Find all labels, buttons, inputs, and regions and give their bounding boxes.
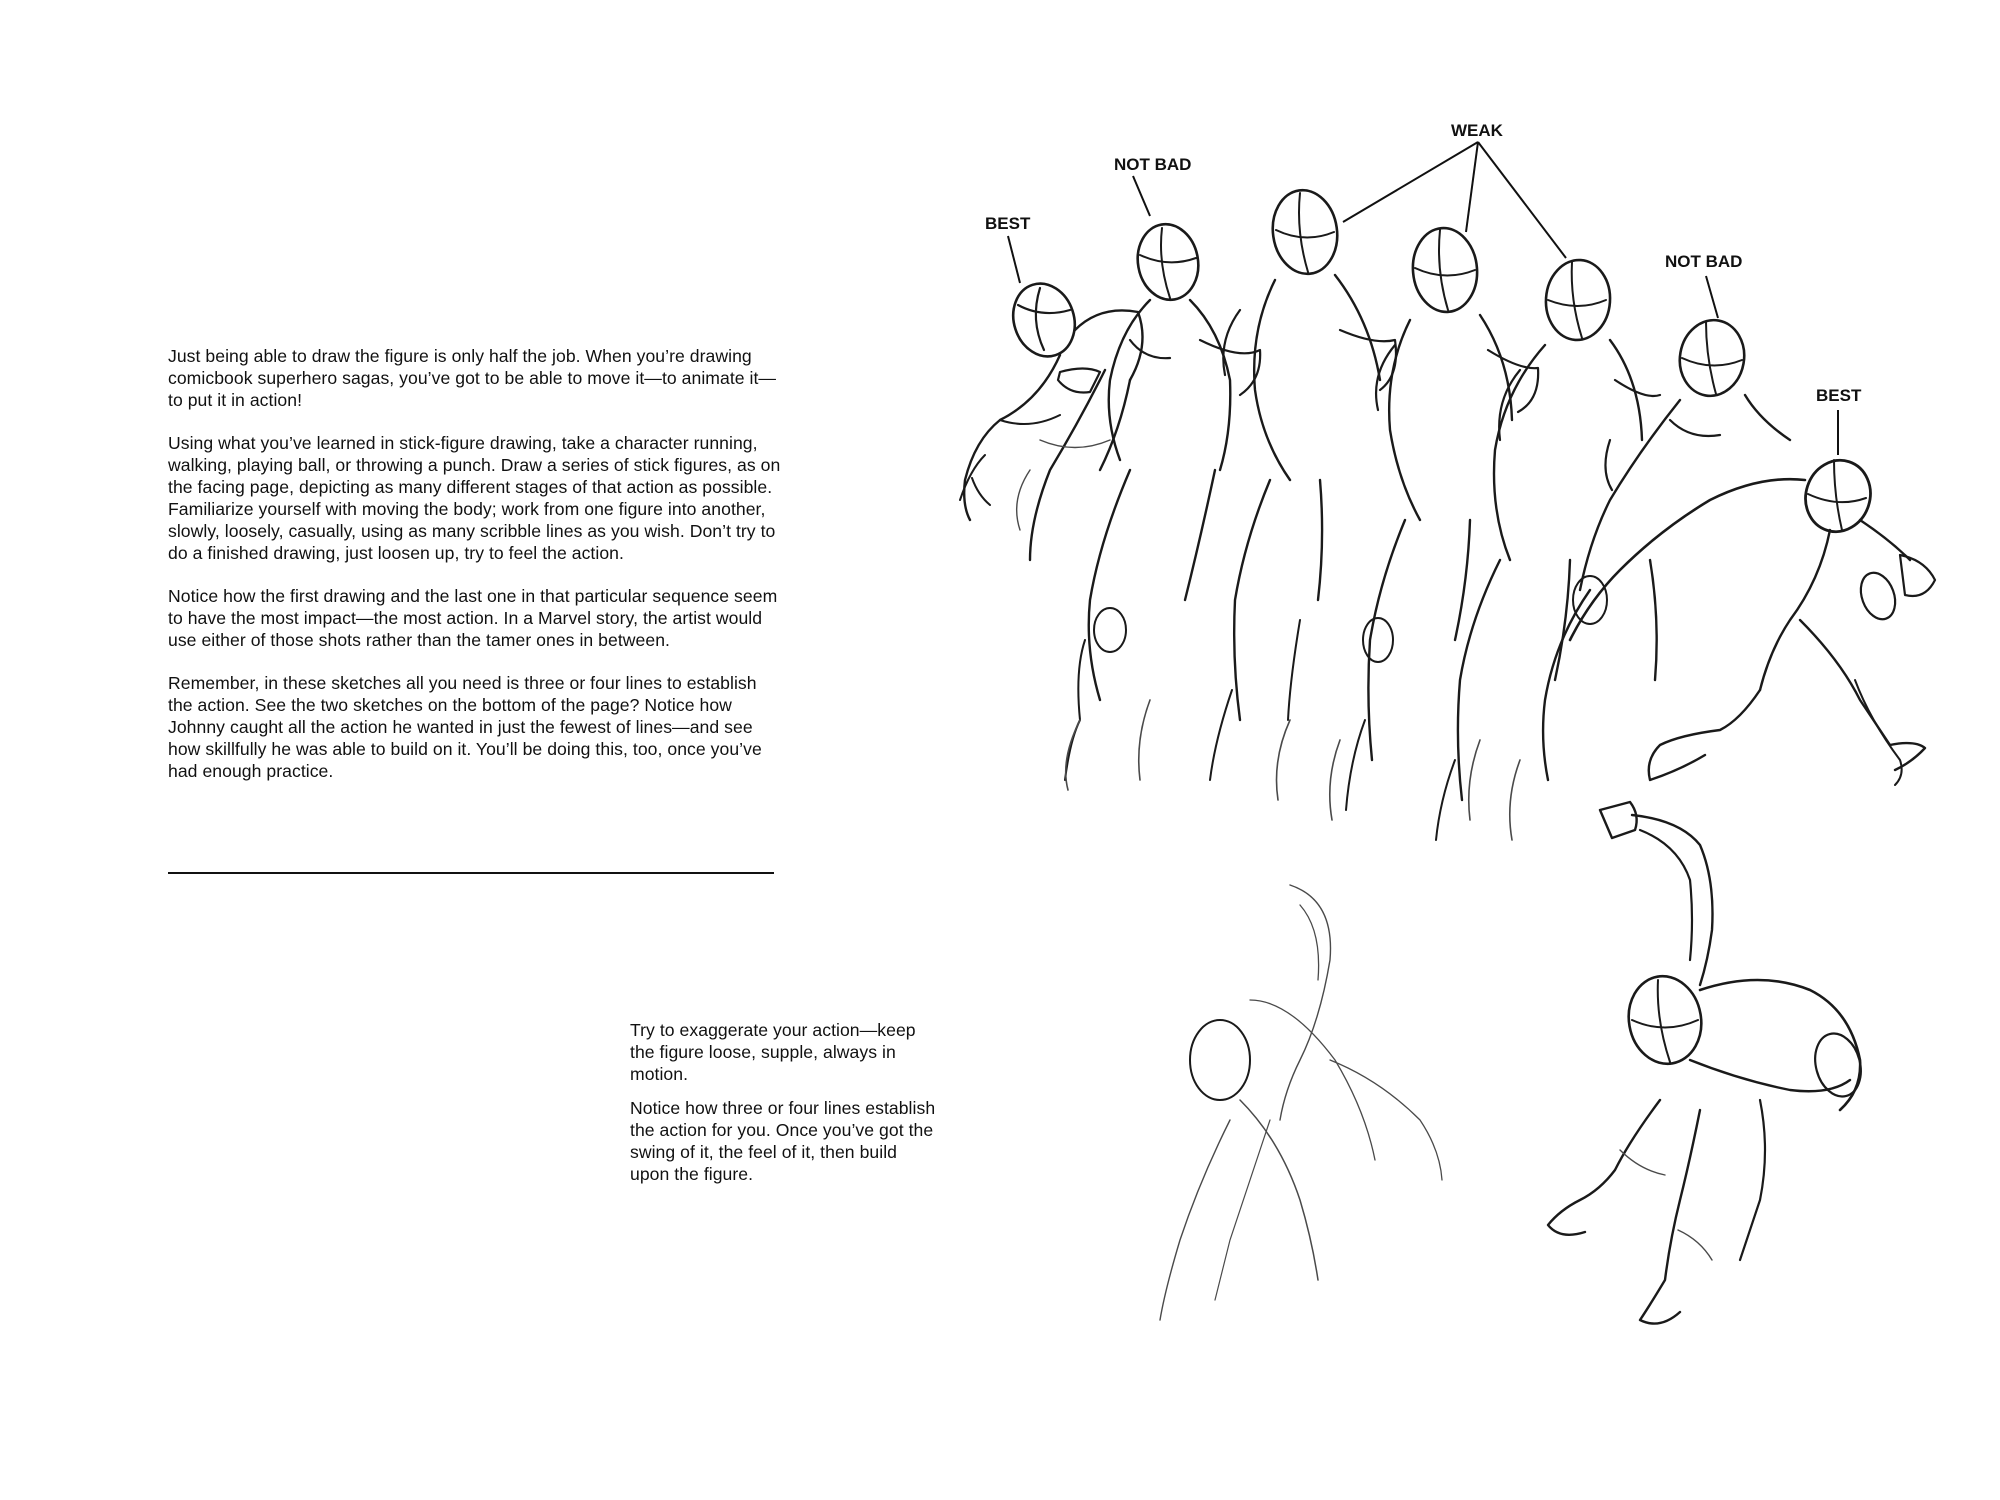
label-best-left: BEST (985, 214, 1031, 233)
sketch-caption (630, 1019, 940, 1197)
label-pointers (1008, 142, 1838, 455)
caption-exaggerate: Try to exaggerate your action—keep the figure loose, supple, always in motion. (630, 1020, 916, 1084)
main-body-text (168, 345, 783, 803)
motion-streaks (1066, 700, 1520, 840)
figure-weak-3 (1436, 258, 1660, 840)
paragraph-stick-figure: Using what you’ve learned in stick-figure drawing, take a character running, walking, playing ball, or throwing a punch. Draw a series of stick figures, as on the facing page, depicting as many different stages of that action as possible. Familiarize yourself with moving the body; work from one figure into another, slowly, loosely, casually, using as many scribble lines as you wish. Don’t try to do a finished drawing, just loosen up, try to feel the action. (168, 433, 781, 563)
figure-not-bad-right (1543, 315, 1790, 780)
label-not-bad-right: NOT BAD (1665, 252, 1743, 271)
figure-weak-2 (1346, 225, 1538, 810)
caption-three-lines: Notice how three or four lines establish the action for you. Once you’ve got the swing of it, the feel of it, then build upon the figure. (630, 1098, 936, 1184)
figure-weak-1 (1210, 186, 1396, 780)
running-figure-sequence (960, 186, 1935, 840)
gesture-sketch-built (1548, 802, 1868, 1324)
figure-best-left (960, 276, 1143, 560)
label-not-bad-left: NOT BAD (1114, 155, 1192, 174)
paragraph-intro: Just being able to draw the figure is only half the job. When you’re drawing comicbook superhero sagas, you’ve got to be able to move it—to animate it—to put it in action! (168, 346, 777, 410)
gesture-sketch-loose (1160, 885, 1442, 1320)
figure-best-right (1570, 452, 1935, 785)
paragraph-remember: Remember, in these sketches all you need is three or four lines to establish the action. See the two sketches on the bottom of the page? Notice how Johnny caught all the action he wanted in just the fewest of lines—and see how skillfully he was able to build on it. You’ll be doing this, too, once you’ve had enough practice. (168, 673, 762, 781)
label-weak: WEAK (1451, 121, 1503, 140)
label-best-right: BEST (1816, 386, 1862, 405)
figure-not-bad-left (1065, 219, 1260, 780)
divider-rule (168, 872, 774, 874)
paragraph-impact: Notice how the first drawing and the last one in that particular sequence seem to have the most impact—the most action. In a Marvel story, the artist would use either of those shots rather than the tamer ones in between. (168, 586, 778, 650)
